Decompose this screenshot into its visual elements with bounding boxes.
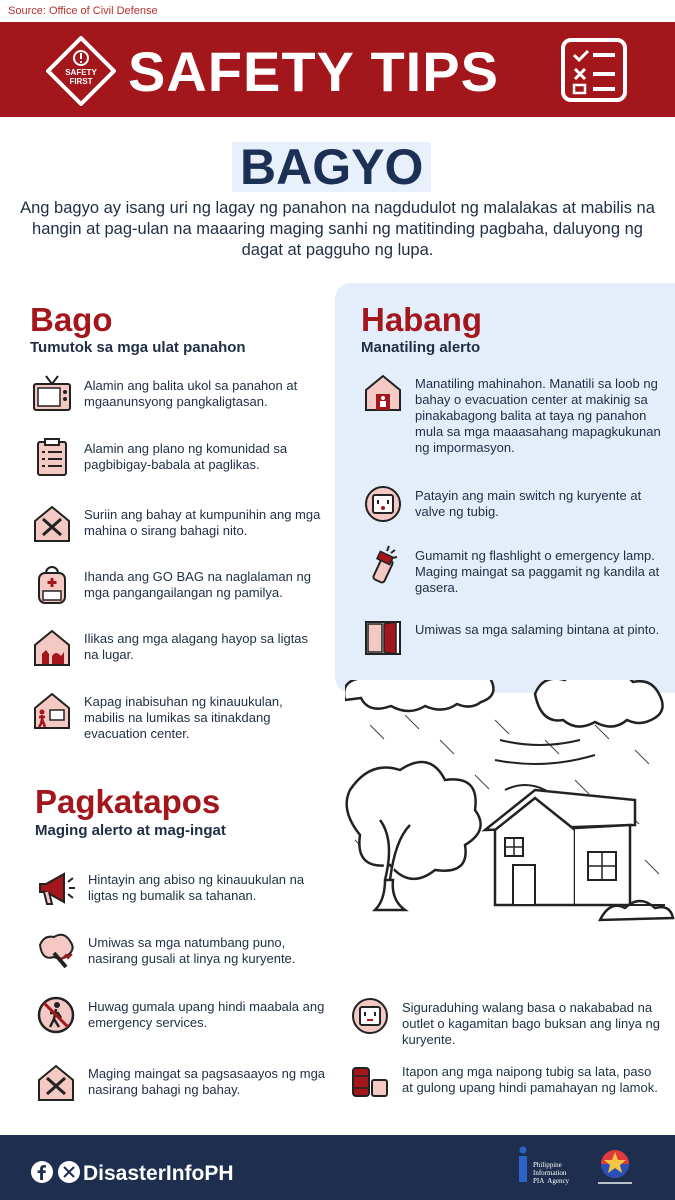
pagkatapos-item-text: Umiwas sa mga natumbang puno, nasirang gusali at linya ng kuryente. (88, 935, 296, 966)
bago-item-text: Ilikas ang mga alagang hayop sa ligtas na lugar. (84, 631, 309, 662)
megaphone-icon (36, 868, 76, 908)
bago-item (32, 690, 322, 742)
evacuation-center-icon (32, 690, 72, 730)
pagkatapos-item-text: Maging maingat sa pagsasaayos ng mga nasirang bahagi ng bahay. (88, 1066, 326, 1097)
page-title: BAGYO (232, 142, 431, 192)
pagkatapos-item (350, 996, 665, 1048)
pia-logo-text (533, 1161, 569, 1185)
habang-item-text: Umiwas sa mga salaming bintana at pinto. (415, 622, 660, 637)
pagkatapos-item-text: Itapon ang mga naipong tubig sa lata, paso at gulong upang hindi pamahayan ng lamok. (402, 1064, 658, 1095)
source-credit: Source: Office of Civil Defense (8, 5, 158, 17)
bago-item-text: Alamin ang plano ng komunidad sa pagbibigay-babala at paglikas. (84, 441, 288, 472)
power-switch-icon (363, 484, 403, 524)
intro-paragraph: Ang bagyo ay isang uri ng lagay ng panahon na nagdudulot ng malalakas at mabilis na hangin at pag-ulan na maaaring maging sanhi ng matitinding pagbaha, daluyong ng dagat at pagguho ng lupa. (20, 199, 655, 259)
typhoon-house-illustration (345, 680, 675, 980)
bago-item (32, 503, 322, 543)
bago-item (32, 565, 332, 605)
safety-first-badge-icon (46, 36, 116, 106)
pia-mark: PIA (533, 1177, 545, 1185)
bago-item (32, 437, 322, 477)
flashlight-icon (363, 544, 403, 584)
habang-item (363, 618, 663, 658)
habang-item-text: Patayin ang main switch ng kuryente at valve ng tubig. (415, 488, 642, 519)
bago-item-text: Ihanda ang GO BAG na naglalaman ng mga pangangailangan ng pamilya. (84, 569, 311, 600)
bago-item-text: Suriin ang bahay at kumpunihin ang mga mahina o sirang bahagi nito. (84, 507, 321, 538)
pagkatapos-subtitle: Maging alerto at mag-ingat (35, 822, 226, 839)
habang-item (363, 544, 663, 596)
bago-item-text: Kapag inabisuhan ng kinauukulan, mabilis na lumikas sa itinakdang evacuation center. (84, 694, 283, 741)
window-icon (363, 618, 403, 658)
facebook-icon[interactable] (31, 1161, 53, 1183)
no-walking-icon (36, 995, 76, 1035)
pia-text-line-2: Information (533, 1169, 567, 1177)
x-twitter-icon[interactable] (58, 1161, 80, 1183)
pets-house-icon (32, 627, 72, 667)
pia-text-line-3-row (533, 1177, 569, 1185)
badge-text-first: FIRST (69, 77, 93, 86)
habang-item (363, 372, 663, 456)
pia-text-line-1: Philippine (533, 1161, 562, 1169)
pagkatapos-item (350, 1060, 665, 1100)
banner-title: SAFETY TIPS (128, 40, 499, 103)
pia-logo-icon (517, 1146, 529, 1182)
house-repair-icon (36, 1062, 76, 1102)
tv-icon (32, 374, 72, 414)
pagkatapos-item (36, 868, 326, 908)
bagong-pilipinas-logo-icon (590, 1146, 640, 1191)
habang-title: Habang (361, 301, 483, 338)
house-tools-icon (32, 503, 72, 543)
water-containers-icon (350, 1060, 390, 1100)
badge-text-safety: SAFETY (65, 68, 97, 77)
bago-title: Bago (30, 301, 113, 338)
pagkatapos-item (36, 931, 326, 971)
habang-item-text: Gumamit ng flashlight o emergency lamp. Maging maingat sa paggamit ng kandila at gasera. (415, 548, 660, 595)
bago-item (32, 374, 322, 414)
bago-subtitle: Tumutok sa mga ulat panahon (30, 339, 246, 356)
house-shelter-icon (363, 372, 403, 412)
habang-item-text: Manatiling mahinahon. Manatili sa loob ng bahay o evacuation center at makinig sa pinakabagong balita at taya ng panahon mula sa mga maaasahang mapagkukunan ng impormasyon. (415, 376, 661, 455)
pia-text-line-3: Agency (547, 1177, 570, 1185)
habang-subtitle: Manatiling alerto (361, 339, 481, 356)
checklist-icon (560, 37, 628, 103)
go-bag-icon (32, 565, 72, 605)
pagkatapos-item (36, 995, 326, 1035)
fallen-tree-icon (36, 931, 76, 971)
pagkatapos-title: Pagkatapos (35, 783, 221, 820)
bago-item-text: Alamin ang balita ukol sa panahon at mgaanunsyong pangkaligtasan. (84, 378, 298, 409)
outlet-icon (350, 996, 390, 1036)
pagkatapos-item-text: Huwag gumala upang hindi maabala ang emergency services. (88, 999, 325, 1030)
pagkatapos-item-text: Hintayin ang abiso ng kinauukulan na ligtas ng bumalik sa tahanan. (88, 872, 305, 903)
pagkatapos-item-text: Siguraduhing walang basa o nakababad na outlet o kagamitan bago buksan ang linya ng kuryente. (402, 1000, 661, 1047)
footer-handle[interactable]: DisasterInfoPH (83, 1162, 234, 1185)
clipboard-icon (32, 437, 72, 477)
habang-item (363, 484, 663, 524)
pagkatapos-item (36, 1062, 326, 1102)
bago-item (32, 627, 322, 667)
